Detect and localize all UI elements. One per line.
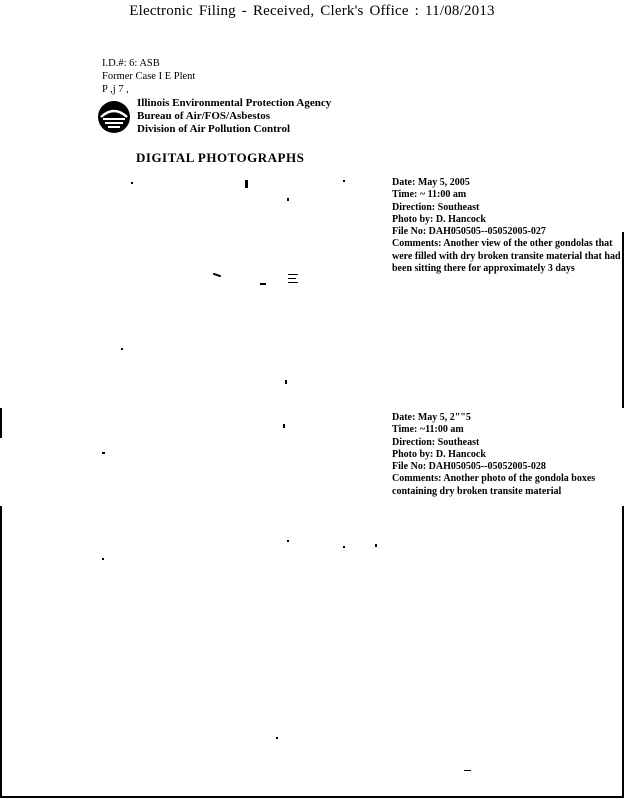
- id-number: I.D.#: 6: ASB: [102, 58, 160, 69]
- photo-2-file-number: File No: DAH050505--05052005-028: [392, 461, 546, 473]
- scan-edge-left: [0, 408, 2, 438]
- page-title: DIGITAL PHOTOGRAPHS: [136, 150, 305, 165]
- photo-2-caption: [392, 412, 624, 498]
- photo-2-date: Date: May 5, 2""5: [392, 412, 471, 423]
- photo-2-direction: Direction: Southeast: [392, 436, 480, 448]
- photo-1-time: Time: ~ 11:00 am: [392, 189, 467, 201]
- photo-1-direction: Direction: Southeast: [392, 201, 480, 213]
- scan-speck: [464, 770, 471, 771]
- photo-1-comments: Comments: Another view of the other gondolas that were filled with dry broken transite material that had been sitting there for approximately 3 days: [392, 238, 621, 275]
- page-number: P ,j 7 ,: [102, 84, 129, 95]
- photo-2-time: Time: ~11:00 am: [392, 424, 464, 436]
- photo-2-comments: Comments: Another photo of the gondola boxes containing dry broken transite material: [392, 473, 596, 497]
- scan-edge-bottom: [0, 796, 624, 798]
- agency-bureau: Bureau of Air/FOS/Asbestos: [137, 110, 271, 122]
- iepa-logo-icon: [97, 100, 131, 134]
- scan-edge-left-lower: [0, 506, 2, 798]
- photo-2-photographer: Photo by: D. Hancock: [392, 448, 486, 460]
- photo-2: [105, 402, 385, 602]
- photo-1: [105, 176, 385, 376]
- photo-1-file-number: File No: DAH050505--05052005-027: [392, 226, 546, 238]
- photo-1-date: Date: May 5, 2005: [392, 177, 470, 188]
- photo-1-photographer: Photo by: D. Hancock: [392, 213, 486, 225]
- former-case: Former Case I E Plent: [102, 71, 196, 82]
- photo-1-caption: [392, 177, 624, 275]
- document-ids: [102, 57, 195, 96]
- agency-block: [137, 97, 331, 136]
- filing-stamp-header: Electronic Filing - Received, Clerk's Office : 11/08/2013: [129, 3, 495, 19]
- agency-name: Illinois Environmental Protection Agency: [137, 97, 332, 109]
- scan-speck: [276, 737, 278, 739]
- agency-division: Division of Air Pollution Control: [137, 123, 291, 135]
